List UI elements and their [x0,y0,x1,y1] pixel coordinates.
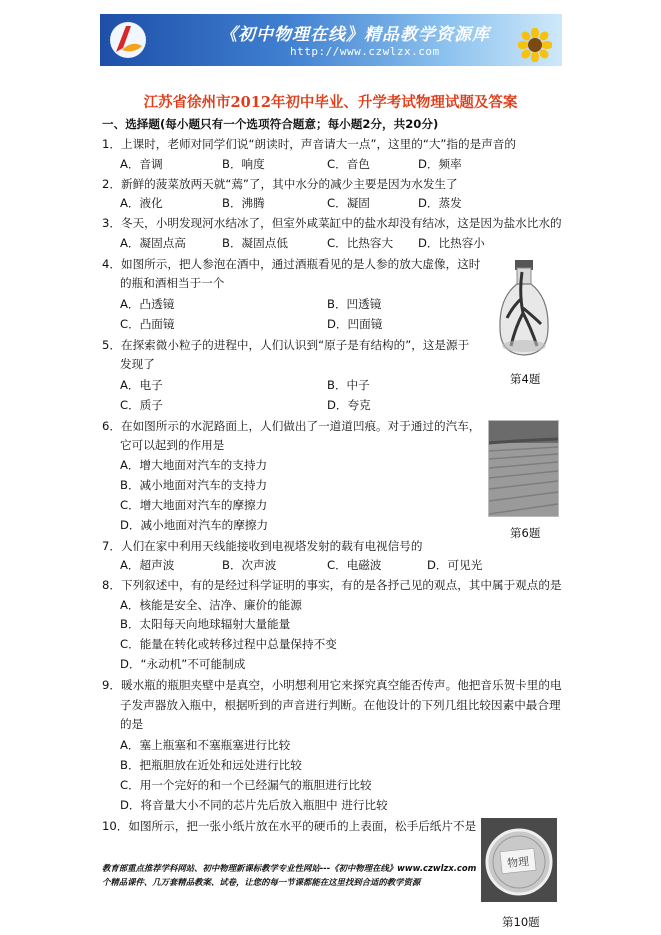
question-text: 4．如图所示，把人参泡在酒中，通过酒瓶看见的是人参的放大虚像，这时 [102,257,481,271]
question-text-cont: 的是 [120,717,144,731]
option-b: B．沸腾 [222,196,265,210]
option-c: C．质子 [120,398,163,412]
coin-paper-figure [481,818,557,902]
option-c: C．凸面镜 [120,317,175,331]
question-text: 9．暖水瓶的瓶胆夹壁中是真空，小明想利用它来探究真空能否传声。他把音乐贺卡里的电 [102,678,562,692]
option-b: B．把瓶胆放在近处和远处进行比较 [120,758,302,772]
option-a: A．音调 [120,157,163,171]
option-a: A．超声波 [120,558,175,572]
option-c: C．用一个完好的和一个已经漏气的瓶胆进行比较 [120,778,372,792]
option-d: D．比热容小 [418,236,485,250]
question-text: 7．人们在家中利用天线能接收到电视塔发射的载有电视信号的 [102,539,423,553]
question-text-cont: 的瓶和酒相当于一个 [120,276,225,290]
option-a: A．凝固点高 [120,236,186,250]
option-a: A．电子 [120,378,163,392]
section-heading: 一、选择题(每小题只有一个选项符合题意；每小题2分，共20分) [102,117,439,131]
option-c: C．比热容大 [327,236,394,250]
sunflower-icon [518,28,552,62]
option-d: D．凹面镜 [327,317,383,331]
question-text-cont: 子发声器放入瓶中，根据听到的声音进行判断。在他设计的下列几组比较因素中最合理 [120,698,561,712]
option-c: C．凝固 [327,196,370,210]
option-a: A．凸透镜 [120,297,175,311]
option-c: C．电磁波 [327,558,382,572]
question-text: 8．下列叙述中，有的是经过科学证明的事实，有的是各抒己见的观点，其中属于观点的是 [102,578,562,592]
option-d: D．蒸发 [418,196,462,210]
question-text: 10．如图所示，把一张小纸片放在水平的硬币的上表面，松手后纸片不是 [102,819,477,833]
option-c: C．增大地面对汽车的摩擦力 [120,498,268,512]
option-d: D．减小地面对汽车的摩擦力 [120,518,269,532]
site-logo-icon [108,20,148,60]
option-a: A．塞上瓶塞和不塞瓶塞进行比较 [120,738,291,752]
question-text: 6．在如图所示的水泥路面上，人们做出了一道道凹痕。对于通过的汽车， [102,419,481,433]
question-text: 5．在探索微小粒子的进程中，人们认识到“原子是有结构的”，这是源于 [102,338,470,352]
option-a: A．核能是安全、洁净、廉价的能源 [120,598,302,612]
option-d: D．可见光 [427,558,483,572]
footer-line-2: 个精品课件、几万套精品教案、试卷，让您的每一节课都能在这里找到合适的教学资源 [102,877,421,887]
question-text-cont: 它可以起到的作用是 [120,438,225,452]
option-d: D．“永动机”不可能制成 [120,657,246,671]
option-b: B．响度 [222,157,265,171]
option-d: D．将音量大小不同的芯片先后放入瓶胆中 进行比较 [120,798,388,812]
option-d: D．频率 [418,157,462,171]
banner-title: 《初中物理在线》精品教学资源库 [220,25,490,45]
option-b: B．凹透镜 [327,297,382,311]
option-c: C．能量在转化或转移过程中总量保持不变 [120,637,337,651]
option-c: C．音色 [327,157,370,171]
option-b: B．中子 [327,378,370,392]
coin-paper-label: 物理 [506,854,530,871]
banner-url[interactable]: http://www.czwlzx.com [290,45,440,58]
figure-10-caption: 第10题 [502,915,540,929]
question-text: 3．冬天，小明发现河水结冰了，但室外咸菜缸中的盐水却没有结冰，这是因为盐水比水的 [102,216,562,230]
option-b: B．次声波 [222,558,277,572]
footer-line-1: 教育部重点推荐学科网站、初中物理新课标教学专业性网站---《初中物理在线》www.czwlzx.com [102,863,477,873]
option-b: B．凝固点低 [222,236,288,250]
option-b: B．减小地面对汽车的支持力 [120,478,268,492]
option-a: A．增大地面对汽车的支持力 [120,458,268,472]
question-text-cont: 发现了 [120,357,155,371]
header-banner [100,14,562,66]
cement-road-figure [488,420,559,517]
figure-6-caption: 第6题 [510,526,541,540]
question-text: 2．新鲜的菠菜放两天就“蔫”了，其中水分的减少主要是因为水发生了 [102,177,458,191]
ginseng-bottle-figure [495,258,553,358]
question-text: 1．上课时，老师对同学们说“朗读时，声音请大一点”，这里的“大”指的是声音的 [102,137,516,151]
option-d: D．夸克 [327,398,371,412]
option-b: B．太阳每天向地球辐射大量能量 [120,617,291,631]
document-title: 江苏省徐州市2012年初中毕业、升学考试物理试题及答案 [143,94,518,111]
option-a: A．液化 [120,196,163,210]
figure-4-caption: 第4题 [510,372,541,386]
